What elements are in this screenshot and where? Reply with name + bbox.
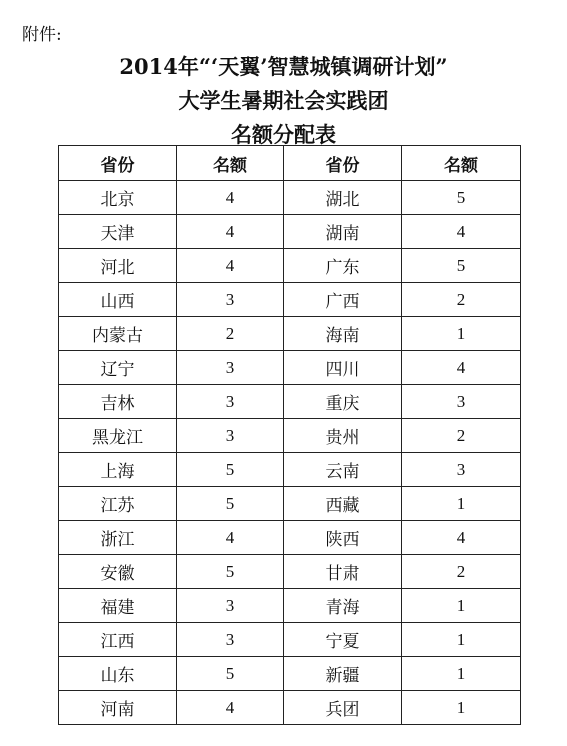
province-left-cell: 河南 <box>59 691 177 725</box>
quota-right-cell: 1 <box>402 487 521 521</box>
quota-left-cell: 2 <box>177 317 284 351</box>
province-right-cell: 湖北 <box>284 181 402 215</box>
table-row <box>59 657 521 691</box>
quota-left-cell: 3 <box>177 589 284 623</box>
province-left-cell: 江西 <box>59 623 177 657</box>
table-row <box>59 215 521 249</box>
header-quota-right: 名额 <box>402 146 521 181</box>
quota-right-cell: 5 <box>402 249 521 283</box>
quota-left-cell: 5 <box>177 657 284 691</box>
quota-right-cell: 1 <box>402 623 521 657</box>
province-right-cell: 云南 <box>284 453 402 487</box>
table-row <box>59 555 521 589</box>
table-header-row <box>59 146 521 181</box>
quota-left-cell: 4 <box>177 181 284 215</box>
table-row <box>59 419 521 453</box>
title-line-3: 名额分配表 <box>231 122 336 147</box>
table-row <box>59 691 521 725</box>
quota-table <box>58 145 521 725</box>
table-body <box>59 181 521 725</box>
quota-left-cell: 3 <box>177 385 284 419</box>
quota-left-cell: 4 <box>177 215 284 249</box>
attachment-label: 附件: <box>22 25 62 45</box>
quota-right-cell: 4 <box>402 521 521 555</box>
province-right-cell: 西藏 <box>284 487 402 521</box>
table-row <box>59 351 521 385</box>
province-right-cell: 新疆 <box>284 657 402 691</box>
province-right-cell: 贵州 <box>284 419 402 453</box>
quota-left-cell: 5 <box>177 555 284 589</box>
province-left-cell: 山西 <box>59 283 177 317</box>
province-right-cell: 广东 <box>284 249 402 283</box>
table-row <box>59 453 521 487</box>
table-row <box>59 283 521 317</box>
province-right-cell: 青海 <box>284 589 402 623</box>
quota-left-cell: 5 <box>177 453 284 487</box>
title-line-2: 大学生暑期社会实践团 <box>178 88 389 113</box>
quota-right-cell: 3 <box>402 453 521 487</box>
quota-left-cell: 4 <box>177 249 284 283</box>
header-quota-left: 名额 <box>177 146 284 181</box>
table-row <box>59 317 521 351</box>
province-left-cell: 黑龙江 <box>59 419 177 453</box>
quota-left-cell: 4 <box>177 521 284 555</box>
province-left-cell: 北京 <box>59 181 177 215</box>
province-left-cell: 江苏 <box>59 487 177 521</box>
province-right-cell: 湖南 <box>284 215 402 249</box>
quota-right-cell: 1 <box>402 317 521 351</box>
province-right-cell: 四川 <box>284 351 402 385</box>
quota-left-cell: 3 <box>177 623 284 657</box>
province-left-cell: 天津 <box>59 215 177 249</box>
quota-right-cell: 4 <box>402 215 521 249</box>
province-left-cell: 福建 <box>59 589 177 623</box>
province-left-cell: 安徽 <box>59 555 177 589</box>
province-left-cell: 内蒙古 <box>59 317 177 351</box>
table-row <box>59 623 521 657</box>
table-row <box>59 589 521 623</box>
province-right-cell: 广西 <box>284 283 402 317</box>
quota-right-cell: 5 <box>402 181 521 215</box>
quota-right-cell: 2 <box>402 419 521 453</box>
table-row <box>59 181 521 215</box>
quota-right-cell: 3 <box>402 385 521 419</box>
province-left-cell: 吉林 <box>59 385 177 419</box>
quota-left-cell: 3 <box>177 351 284 385</box>
quota-left-cell: 4 <box>177 691 284 725</box>
province-left-cell: 河北 <box>59 249 177 283</box>
quota-left-cell: 5 <box>177 487 284 521</box>
province-right-cell: 宁夏 <box>284 623 402 657</box>
quota-right-cell: 1 <box>402 589 521 623</box>
province-left-cell: 上海 <box>59 453 177 487</box>
quota-right-cell: 1 <box>402 691 521 725</box>
quota-left-cell: 3 <box>177 283 284 317</box>
quota-right-cell: 4 <box>402 351 521 385</box>
province-left-cell: 山东 <box>59 657 177 691</box>
table-row <box>59 249 521 283</box>
header-province-left: 省份 <box>59 146 177 181</box>
province-right-cell: 兵团 <box>284 691 402 725</box>
province-right-cell: 甘肃 <box>284 555 402 589</box>
quota-right-cell: 2 <box>402 283 521 317</box>
document-title <box>0 50 567 152</box>
province-left-cell: 浙江 <box>59 521 177 555</box>
quota-right-cell: 1 <box>402 657 521 691</box>
title-line-1: 2014年“‘天翼’智慧城镇调研计划” <box>119 54 448 79</box>
table-row <box>59 521 521 555</box>
table-row <box>59 487 521 521</box>
province-right-cell: 海南 <box>284 317 402 351</box>
header-province-right: 省份 <box>284 146 402 181</box>
quota-left-cell: 3 <box>177 419 284 453</box>
quota-right-cell: 2 <box>402 555 521 589</box>
province-left-cell: 辽宁 <box>59 351 177 385</box>
province-right-cell: 重庆 <box>284 385 402 419</box>
province-right-cell: 陕西 <box>284 521 402 555</box>
table-row <box>59 385 521 419</box>
